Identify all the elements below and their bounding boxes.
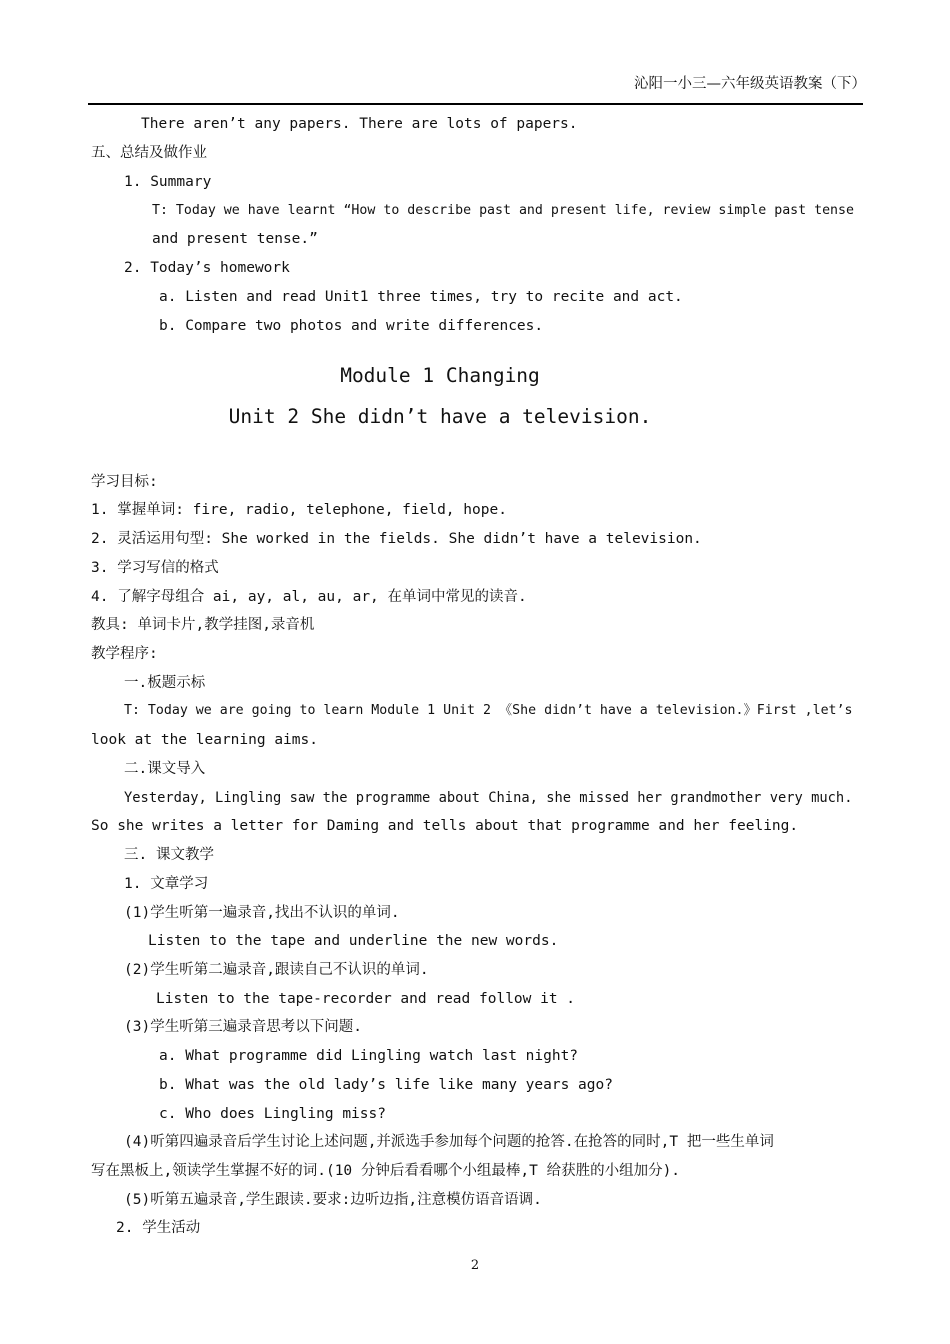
question-a: a. What programme did Lingling watch last night? [159,1048,579,1064]
listening-step-5: (5)听第五遍录音,学生跟读.要求:边听边指,注意模仿语音语调. [124,1192,542,1208]
module-title: Module 1 Changing [340,364,540,387]
page-header: 沁阳一小三—六年级英语教案（下） [634,76,866,92]
aim-item: 2. 灵活运用句型: She worked in the fields. She didn’t have a television. [91,531,702,547]
unit-title: Unit 2 She didn’t have a television. [228,405,652,428]
page-number: 2 [470,1258,480,1273]
step-2-text-line-1: Yesterday, Lingling saw the programme about China, she missed her grandmother very much. [124,790,853,806]
listening-step-1-en: Listen to the tape and underline the new words. [148,933,559,949]
question-b: b. What was the old lady’s life like many years ago? [159,1077,613,1093]
question-c: c. Who does Lingling miss? [159,1106,386,1122]
listening-step-1: (1)学生听第一遍录音,找出不认识的单词. [124,905,400,921]
homework-a: a. Listen and read Unit1 three times, try to recite and act. [159,289,683,305]
step-1-heading: 一.板题示标 [124,675,206,691]
homework-b: b. Compare two photos and write differences. [159,318,544,334]
summary-text-line-2: and present tense.” [152,231,318,247]
sentence-papers: There aren’t any papers. There are lots of papers. [141,116,578,132]
step-3-heading: 三. 课文教学 [124,847,214,863]
student-activity-heading: 2. 学生活动 [116,1220,201,1236]
aim-item: 3. 学习写信的格式 [91,560,219,576]
aim-item: 1. 掌握单词: fire, radio, telephone, field, hope. [91,502,507,518]
step-1-text-line-1: T: Today we are going to learn Module 1 Unit 2 《She didn’t have a television.》First ,let’s [124,703,853,718]
listening-step-2-en: Listen to the tape-recorder and read follow it . [156,991,576,1007]
summary-text-line-1: T: Today we have learnt “How to describe past and present life, review simple past tense [152,203,854,218]
listening-step-3: (3)学生听第三遍录音思考以下问题. [124,1019,362,1035]
header-rule [88,103,863,105]
aims-heading: 学习目标: [91,474,158,490]
procedure-heading: 教学程序: [91,646,158,662]
summary-item: 1. Summary [124,174,212,190]
section-summary-heading: 五、总结及做作业 [91,145,207,161]
listening-step-2: (2)学生听第二遍录音,跟读自己不认识的单词. [124,962,429,978]
listening-step-4-line-1: (4)听第四遍录音后学生讨论上述问题,并派选手参加每个问题的抢答.在抢答的同时,T 把一些生单词 [124,1134,774,1150]
teaching-aids: 教具: 单词卡片,教学挂图,录音机 [91,617,315,633]
listening-step-4-line-2: 写在黑板上,领读学生掌握不好的词.(10 分钟后看看哪个小组最棒,T 给获胜的小组加分). [91,1163,681,1179]
step-2-heading: 二.课文导入 [124,761,206,777]
homework-item: 2. Today’s homework [124,260,290,276]
aim-item: 4. 了解字母组合 ai, ay, al, au, ar, 在单词中常见的读音. [91,589,527,605]
text-study-heading: 1. 文章学习 [124,876,209,892]
step-1-text-line-2: look at the learning aims. [91,732,318,748]
step-2-text-line-2: So she writes a letter for Daming and tells about that programme and her feeling. [91,818,799,834]
